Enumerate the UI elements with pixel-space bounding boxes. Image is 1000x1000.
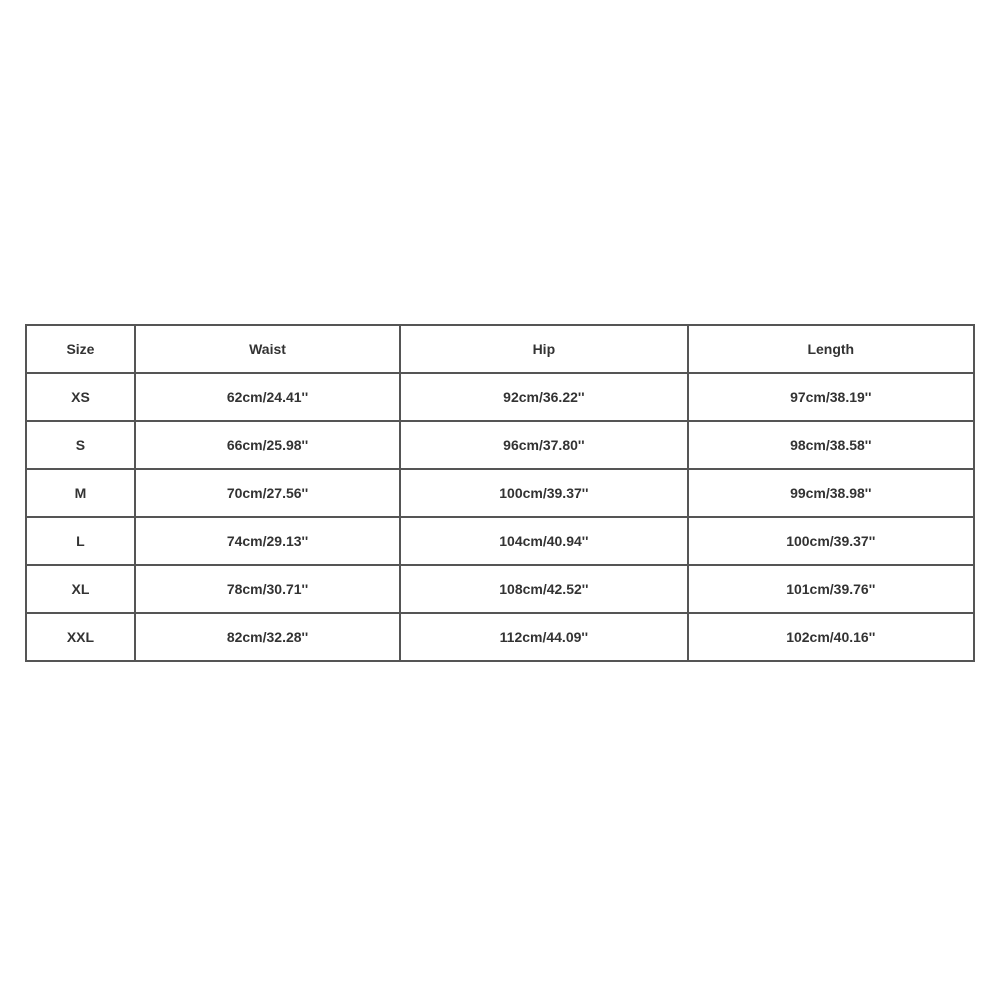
cell-hip: 104cm/40.94'' xyxy=(400,517,687,565)
cell-size: XXL xyxy=(26,613,135,661)
header-size: Size xyxy=(26,325,135,373)
cell-waist: 78cm/30.71'' xyxy=(135,565,400,613)
cell-hip: 96cm/37.80'' xyxy=(400,421,687,469)
table-row xyxy=(26,373,974,421)
cell-size: S xyxy=(26,421,135,469)
cell-waist: 66cm/25.98'' xyxy=(135,421,400,469)
cell-size: L xyxy=(26,517,135,565)
header-hip: Hip xyxy=(400,325,687,373)
table-header-row xyxy=(26,325,974,373)
cell-length: 99cm/38.98'' xyxy=(688,469,974,517)
cell-length: 100cm/39.37'' xyxy=(688,517,974,565)
cell-size: XL xyxy=(26,565,135,613)
cell-length: 98cm/38.58'' xyxy=(688,421,974,469)
header-waist: Waist xyxy=(135,325,400,373)
table-row xyxy=(26,613,974,661)
table-row xyxy=(26,469,974,517)
cell-hip: 92cm/36.22'' xyxy=(400,373,687,421)
cell-hip: 112cm/44.09'' xyxy=(400,613,687,661)
size-chart-table xyxy=(25,324,975,662)
cell-waist: 62cm/24.41'' xyxy=(135,373,400,421)
cell-hip: 108cm/42.52'' xyxy=(400,565,687,613)
cell-waist: 74cm/29.13'' xyxy=(135,517,400,565)
cell-size: M xyxy=(26,469,135,517)
cell-length: 101cm/39.76'' xyxy=(688,565,974,613)
header-length: Length xyxy=(688,325,974,373)
table-row xyxy=(26,517,974,565)
table-row xyxy=(26,565,974,613)
cell-waist: 70cm/27.56'' xyxy=(135,469,400,517)
cell-hip: 100cm/39.37'' xyxy=(400,469,687,517)
cell-waist: 82cm/32.28'' xyxy=(135,613,400,661)
cell-length: 97cm/38.19'' xyxy=(688,373,974,421)
cell-length: 102cm/40.16'' xyxy=(688,613,974,661)
table-row xyxy=(26,421,974,469)
cell-size: XS xyxy=(26,373,135,421)
